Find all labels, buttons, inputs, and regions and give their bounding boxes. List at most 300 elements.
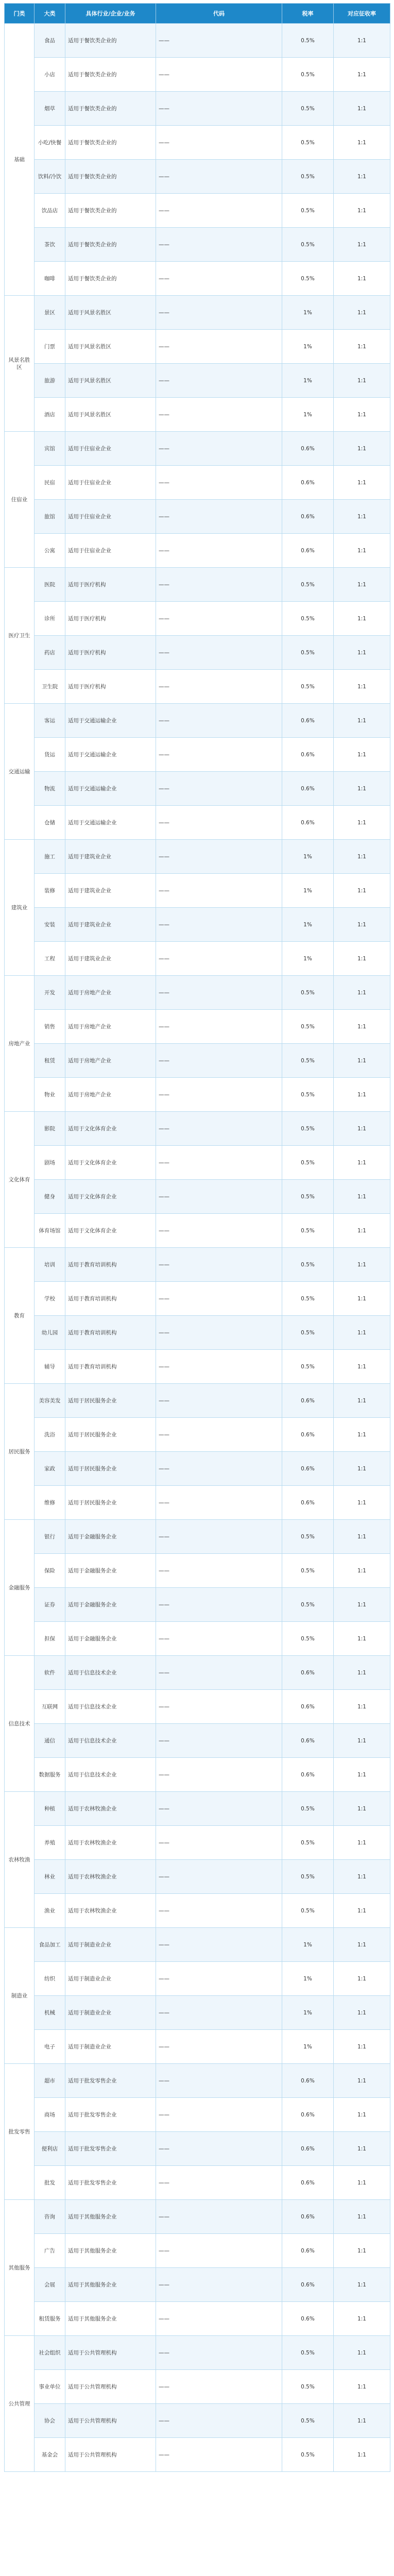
table-row bbox=[5, 908, 390, 942]
code-cell: —— bbox=[156, 2030, 282, 2064]
table-row bbox=[5, 160, 390, 194]
rate-cell: 0.6% bbox=[282, 2166, 334, 2200]
rate-cell: 0.5% bbox=[282, 1010, 334, 1044]
rate-cell: 1% bbox=[282, 296, 334, 330]
description-cell: 适用于居民服务企业 bbox=[65, 1452, 156, 1486]
description-cell: 适用于交通运输企业 bbox=[65, 738, 156, 772]
ratio-cell: 1:1 bbox=[334, 58, 390, 92]
code-cell: —— bbox=[156, 1316, 282, 1350]
table-row bbox=[5, 1078, 390, 1112]
subcategory-cell: 电子 bbox=[35, 2030, 65, 2064]
rate-cell: 0.6% bbox=[282, 1486, 334, 1520]
table-row bbox=[5, 262, 390, 296]
subcategory-cell: 药店 bbox=[35, 636, 65, 670]
subcategory-cell: 互联网 bbox=[35, 1690, 65, 1724]
description-cell: 适用于公共管理机构 bbox=[65, 2404, 156, 2438]
description-cell: 适用于制造业企业 bbox=[65, 2030, 156, 2064]
rate-cell: 0.5% bbox=[282, 636, 334, 670]
code-cell: —— bbox=[156, 976, 282, 1010]
table-row bbox=[5, 2166, 390, 2200]
code-cell: —— bbox=[156, 330, 282, 364]
category-cell: 医疗卫生 bbox=[5, 568, 35, 704]
category-cell: 房地产业 bbox=[5, 976, 35, 1112]
table-row bbox=[5, 1248, 390, 1282]
ratio-cell: 1:1 bbox=[334, 432, 390, 466]
subcategory-cell: 社会组织 bbox=[35, 2336, 65, 2370]
rate-cell: 0.6% bbox=[282, 806, 334, 840]
code-cell: —— bbox=[156, 398, 282, 432]
code-cell: —— bbox=[156, 1724, 282, 1758]
code-cell: —— bbox=[156, 2132, 282, 2166]
ratio-cell: 1:1 bbox=[334, 2030, 390, 2064]
code-cell: —— bbox=[156, 1248, 282, 1282]
rate-cell: 0.5% bbox=[282, 1860, 334, 1894]
description-cell: 适用于信息技术企业 bbox=[65, 1724, 156, 1758]
rate-cell: 0.5% bbox=[282, 262, 334, 296]
table-row bbox=[5, 1792, 390, 1826]
ratio-cell: 1:1 bbox=[334, 2302, 390, 2336]
table-row bbox=[5, 874, 390, 908]
ratio-cell: 1:1 bbox=[334, 1758, 390, 1792]
subcategory-cell: 安装 bbox=[35, 908, 65, 942]
description-cell: 适用于交通运输企业 bbox=[65, 704, 156, 738]
table-row bbox=[5, 1588, 390, 1622]
table-row bbox=[5, 2132, 390, 2166]
rate-cell: 0.5% bbox=[282, 194, 334, 228]
description-cell: 适用于信息技术企业 bbox=[65, 1758, 156, 1792]
ratio-cell: 1:1 bbox=[334, 466, 390, 500]
subcategory-cell: 食品 bbox=[35, 24, 65, 58]
subcategory-cell: 洗浴 bbox=[35, 1418, 65, 1452]
category-cell: 批发零售 bbox=[5, 2064, 35, 2200]
table-row bbox=[5, 1554, 390, 1588]
subcategory-cell: 渔业 bbox=[35, 1894, 65, 1928]
table-row bbox=[5, 1452, 390, 1486]
rate-cell: 0.6% bbox=[282, 2200, 334, 2234]
description-cell: 适用于文化体育企业 bbox=[65, 1112, 156, 1146]
ratio-cell: 1:1 bbox=[334, 1418, 390, 1452]
rate-cell: 0.6% bbox=[282, 2132, 334, 2166]
subcategory-cell: 装修 bbox=[35, 874, 65, 908]
subcategory-cell: 事业单位 bbox=[35, 2370, 65, 2404]
table-row bbox=[5, 2098, 390, 2132]
ratio-cell: 1:1 bbox=[334, 534, 390, 568]
rate-cell: 0.6% bbox=[282, 2268, 334, 2302]
rate-cell: 1% bbox=[282, 874, 334, 908]
header-cell-code: 代码 bbox=[156, 4, 282, 24]
table-row bbox=[5, 194, 390, 228]
rate-cell: 1% bbox=[282, 908, 334, 942]
rate-cell: 0.5% bbox=[282, 160, 334, 194]
ratio-cell: 1:1 bbox=[334, 160, 390, 194]
rate-cell: 0.5% bbox=[282, 126, 334, 160]
code-cell: —— bbox=[156, 1452, 282, 1486]
code-cell: —— bbox=[156, 1180, 282, 1214]
rate-cell: 0.6% bbox=[282, 2302, 334, 2336]
subcategory-cell: 饮料/冷饮 bbox=[35, 160, 65, 194]
category-cell: 公共管理 bbox=[5, 2336, 35, 2472]
subcategory-cell: 体育场馆 bbox=[35, 1214, 65, 1248]
table-row bbox=[5, 364, 390, 398]
rate-cell: 0.6% bbox=[282, 738, 334, 772]
ratio-cell: 1:1 bbox=[334, 1554, 390, 1588]
description-cell: 适用于建筑业企业 bbox=[65, 840, 156, 874]
description-cell: 适用于金融服务企业 bbox=[65, 1520, 156, 1554]
code-cell: —— bbox=[156, 1044, 282, 1078]
rate-cell: 1% bbox=[282, 398, 334, 432]
subcategory-cell: 物业 bbox=[35, 1078, 65, 1112]
ratio-cell: 1:1 bbox=[334, 1384, 390, 1418]
code-cell: —— bbox=[156, 772, 282, 806]
table-row bbox=[5, 1656, 390, 1690]
subcategory-cell: 诊所 bbox=[35, 602, 65, 636]
table-row bbox=[5, 1690, 390, 1724]
code-cell: —— bbox=[156, 228, 282, 262]
subcategory-cell: 施工 bbox=[35, 840, 65, 874]
ratio-cell: 1:1 bbox=[334, 1146, 390, 1180]
category-cell: 住宿业 bbox=[5, 432, 35, 568]
description-cell: 适用于交通运输企业 bbox=[65, 806, 156, 840]
rate-cell: 1% bbox=[282, 1996, 334, 2030]
rate-cell: 0.6% bbox=[282, 1384, 334, 1418]
rate-cell: 0.6% bbox=[282, 466, 334, 500]
subcategory-cell: 纺织 bbox=[35, 1962, 65, 1996]
description-cell: 适用于房地产企业 bbox=[65, 976, 156, 1010]
rate-cell: 0.6% bbox=[282, 2064, 334, 2098]
subcategory-cell: 通信 bbox=[35, 1724, 65, 1758]
description-cell: 适用于教育培训机构 bbox=[65, 1350, 156, 1384]
table-row bbox=[5, 1282, 390, 1316]
subcategory-cell: 影院 bbox=[35, 1112, 65, 1146]
ratio-cell: 1:1 bbox=[334, 126, 390, 160]
code-cell: —— bbox=[156, 1010, 282, 1044]
code-cell: —— bbox=[156, 1214, 282, 1248]
subcategory-cell: 担保 bbox=[35, 1622, 65, 1656]
ratio-cell: 1:1 bbox=[334, 194, 390, 228]
table-row bbox=[5, 92, 390, 126]
table-row bbox=[5, 1826, 390, 1860]
ratio-cell: 1:1 bbox=[334, 1962, 390, 1996]
ratio-cell: 1:1 bbox=[334, 1588, 390, 1622]
table-row bbox=[5, 602, 390, 636]
table-row bbox=[5, 1384, 390, 1418]
ratio-cell: 1:1 bbox=[334, 1792, 390, 1826]
ratio-cell: 1:1 bbox=[334, 2200, 390, 2234]
code-cell: —— bbox=[156, 1622, 282, 1656]
rate-cell: 1% bbox=[282, 1928, 334, 1962]
rate-cell: 0.5% bbox=[282, 568, 334, 602]
subcategory-cell: 银行 bbox=[35, 1520, 65, 1554]
ratio-cell: 1:1 bbox=[334, 1520, 390, 1554]
ratio-cell: 1:1 bbox=[334, 330, 390, 364]
description-cell: 适用于居民服务企业 bbox=[65, 1384, 156, 1418]
table-row bbox=[5, 1146, 390, 1180]
code-cell: —— bbox=[156, 2200, 282, 2234]
rate-cell: 1% bbox=[282, 364, 334, 398]
table-row bbox=[5, 1520, 390, 1554]
rate-cell: 0.5% bbox=[282, 228, 334, 262]
table-row bbox=[5, 738, 390, 772]
code-cell: —— bbox=[156, 1962, 282, 1996]
ratio-cell: 1:1 bbox=[334, 1010, 390, 1044]
ratio-cell: 1:1 bbox=[334, 1112, 390, 1146]
rate-cell: 1% bbox=[282, 2030, 334, 2064]
ratio-cell: 1:1 bbox=[334, 262, 390, 296]
description-cell: 适用于其他服务企业 bbox=[65, 2200, 156, 2234]
category-cell: 教育 bbox=[5, 1248, 35, 1384]
ratio-cell: 1:1 bbox=[334, 1214, 390, 1248]
ratio-cell: 1:1 bbox=[334, 2404, 390, 2438]
subcategory-cell: 茶饮 bbox=[35, 228, 65, 262]
ratio-cell: 1:1 bbox=[334, 908, 390, 942]
subcategory-cell: 美容美发 bbox=[35, 1384, 65, 1418]
code-cell: —— bbox=[156, 840, 282, 874]
ratio-cell: 1:1 bbox=[334, 1078, 390, 1112]
rate-cell: 0.5% bbox=[282, 2370, 334, 2404]
description-cell: 适用于餐饮类企业的 bbox=[65, 262, 156, 296]
description-cell: 适用于房地产企业 bbox=[65, 1044, 156, 1078]
ratio-cell: 1:1 bbox=[334, 500, 390, 534]
ratio-cell: 1:1 bbox=[334, 840, 390, 874]
description-cell: 适用于医疗机构 bbox=[65, 670, 156, 704]
code-cell: —— bbox=[156, 160, 282, 194]
table-row bbox=[5, 534, 390, 568]
subcategory-cell: 医院 bbox=[35, 568, 65, 602]
description-cell: 适用于批发零售企业 bbox=[65, 2132, 156, 2166]
rate-cell: 0.5% bbox=[282, 1112, 334, 1146]
subcategory-cell: 小店 bbox=[35, 58, 65, 92]
rate-cell: 0.5% bbox=[282, 1826, 334, 1860]
description-cell: 适用于信息技术企业 bbox=[65, 1656, 156, 1690]
rate-cell: 0.5% bbox=[282, 1520, 334, 1554]
subcategory-cell: 景区 bbox=[35, 296, 65, 330]
description-cell: 适用于交通运输企业 bbox=[65, 772, 156, 806]
ratio-cell: 1:1 bbox=[334, 1248, 390, 1282]
description-cell: 适用于教育培训机构 bbox=[65, 1248, 156, 1282]
ratio-cell: 1:1 bbox=[334, 2336, 390, 2370]
description-cell: 适用于餐饮类企业的 bbox=[65, 228, 156, 262]
ratio-cell: 1:1 bbox=[334, 772, 390, 806]
table-row bbox=[5, 500, 390, 534]
table-row bbox=[5, 976, 390, 1010]
table-row bbox=[5, 1418, 390, 1452]
subcategory-cell: 饮品店 bbox=[35, 194, 65, 228]
category-cell: 其他服务 bbox=[5, 2200, 35, 2336]
rate-cell: 0.5% bbox=[282, 2336, 334, 2370]
subcategory-cell: 宾馆 bbox=[35, 432, 65, 466]
rate-cell: 0.5% bbox=[282, 976, 334, 1010]
table-row bbox=[5, 1928, 390, 1962]
description-cell: 适用于餐饮类企业的 bbox=[65, 194, 156, 228]
table-row bbox=[5, 2030, 390, 2064]
subcategory-cell: 保险 bbox=[35, 1554, 65, 1588]
subcategory-cell: 工程 bbox=[35, 942, 65, 976]
ratio-cell: 1:1 bbox=[334, 2268, 390, 2302]
table-row bbox=[5, 1010, 390, 1044]
subcategory-cell: 会展 bbox=[35, 2268, 65, 2302]
ratio-cell: 1:1 bbox=[334, 568, 390, 602]
table-row bbox=[5, 58, 390, 92]
header-cell-subcategory: 大类 bbox=[35, 4, 65, 24]
rate-cell: 0.6% bbox=[282, 772, 334, 806]
rate-cell: 0.5% bbox=[282, 1622, 334, 1656]
subcategory-cell: 机械 bbox=[35, 1996, 65, 2030]
description-cell: 适用于农林牧渔企业 bbox=[65, 1826, 156, 1860]
ratio-cell: 1:1 bbox=[334, 976, 390, 1010]
subcategory-cell: 销售 bbox=[35, 1010, 65, 1044]
table-row bbox=[5, 636, 390, 670]
header-cell-category: 门类 bbox=[5, 4, 35, 24]
table-row bbox=[5, 1350, 390, 1384]
description-cell: 适用于金融服务企业 bbox=[65, 1588, 156, 1622]
ratio-cell: 1:1 bbox=[334, 1996, 390, 2030]
subcategory-cell: 广告 bbox=[35, 2234, 65, 2268]
table-row bbox=[5, 1860, 390, 1894]
code-cell: —— bbox=[156, 1112, 282, 1146]
description-cell: 适用于文化体育企业 bbox=[65, 1146, 156, 1180]
ratio-cell: 1:1 bbox=[334, 1690, 390, 1724]
ratio-cell: 1:1 bbox=[334, 2064, 390, 2098]
rate-cell: 0.5% bbox=[282, 602, 334, 636]
subcategory-cell: 家政 bbox=[35, 1452, 65, 1486]
ratio-cell: 1:1 bbox=[334, 2098, 390, 2132]
table-row bbox=[5, 296, 390, 330]
ratio-cell: 1:1 bbox=[334, 602, 390, 636]
table-row bbox=[5, 1214, 390, 1248]
ratio-cell: 1:1 bbox=[334, 2166, 390, 2200]
subcategory-cell: 食品加工 bbox=[35, 1928, 65, 1962]
description-cell: 适用于文化体育企业 bbox=[65, 1180, 156, 1214]
table-row bbox=[5, 772, 390, 806]
description-cell: 适用于医疗机构 bbox=[65, 602, 156, 636]
table-row bbox=[5, 228, 390, 262]
code-cell: —— bbox=[156, 806, 282, 840]
subcategory-cell: 小吃/快餐 bbox=[35, 126, 65, 160]
description-cell: 适用于其他服务企业 bbox=[65, 2234, 156, 2268]
description-cell: 适用于农林牧渔企业 bbox=[65, 1894, 156, 1928]
code-cell: —— bbox=[156, 2302, 282, 2336]
table-row bbox=[5, 568, 390, 602]
code-cell: —— bbox=[156, 1996, 282, 2030]
table-row bbox=[5, 2404, 390, 2438]
rate-cell: 0.6% bbox=[282, 2234, 334, 2268]
ratio-cell: 1:1 bbox=[334, 670, 390, 704]
description-cell: 适用于餐饮类企业的 bbox=[65, 126, 156, 160]
code-cell: —— bbox=[156, 1758, 282, 1792]
code-cell: —— bbox=[156, 262, 282, 296]
code-cell: —— bbox=[156, 2268, 282, 2302]
description-cell: 适用于建筑业企业 bbox=[65, 908, 156, 942]
description-cell: 适用于批发零售企业 bbox=[65, 2166, 156, 2200]
ratio-cell: 1:1 bbox=[334, 2234, 390, 2268]
subcategory-cell: 辅导 bbox=[35, 1350, 65, 1384]
rate-cell: 0.5% bbox=[282, 1180, 334, 1214]
table-row bbox=[5, 432, 390, 466]
code-cell: —— bbox=[156, 704, 282, 738]
description-cell: 适用于制造业企业 bbox=[65, 1962, 156, 1996]
code-cell: —— bbox=[156, 636, 282, 670]
rate-cell: 0.5% bbox=[282, 1894, 334, 1928]
description-cell: 适用于批发零售企业 bbox=[65, 2064, 156, 2098]
rate-cell: 0.5% bbox=[282, 58, 334, 92]
subcategory-cell: 基金会 bbox=[35, 2438, 65, 2472]
code-cell: —— bbox=[156, 466, 282, 500]
code-cell: —— bbox=[156, 1146, 282, 1180]
subcategory-cell: 烟草 bbox=[35, 92, 65, 126]
code-cell: —— bbox=[156, 2064, 282, 2098]
table-row bbox=[5, 1316, 390, 1350]
category-cell: 交通运输 bbox=[5, 704, 35, 840]
rate-cell: 0.5% bbox=[282, 1248, 334, 1282]
rate-cell: 0.5% bbox=[282, 1282, 334, 1316]
code-cell: —— bbox=[156, 296, 282, 330]
table-row bbox=[5, 2336, 390, 2370]
description-cell: 适用于餐饮类企业的 bbox=[65, 24, 156, 58]
description-cell: 适用于餐饮类企业的 bbox=[65, 92, 156, 126]
subcategory-cell: 物流 bbox=[35, 772, 65, 806]
rate-cell: 0.5% bbox=[282, 2438, 334, 2472]
ratio-cell: 1:1 bbox=[334, 398, 390, 432]
code-cell: —— bbox=[156, 534, 282, 568]
rate-cell: 1% bbox=[282, 840, 334, 874]
ratio-cell: 1:1 bbox=[334, 24, 390, 58]
code-cell: —— bbox=[156, 1928, 282, 1962]
description-cell: 适用于医疗机构 bbox=[65, 568, 156, 602]
category-cell: 基础 bbox=[5, 24, 35, 296]
ratio-cell: 1:1 bbox=[334, 1350, 390, 1384]
code-cell: —— bbox=[156, 1792, 282, 1826]
description-cell: 适用于风景名胜区 bbox=[65, 364, 156, 398]
rate-cell: 0.5% bbox=[282, 1146, 334, 1180]
description-cell: 适用于教育培训机构 bbox=[65, 1282, 156, 1316]
table-row bbox=[5, 2200, 390, 2234]
code-cell: —— bbox=[156, 1486, 282, 1520]
subcategory-cell: 健身 bbox=[35, 1180, 65, 1214]
description-cell: 适用于制造业企业 bbox=[65, 1928, 156, 1962]
rate-cell: 0.5% bbox=[282, 1214, 334, 1248]
subcategory-cell: 公寓 bbox=[35, 534, 65, 568]
ratio-cell: 1:1 bbox=[334, 1656, 390, 1690]
description-cell: 适用于农林牧渔企业 bbox=[65, 1860, 156, 1894]
code-cell: —— bbox=[156, 126, 282, 160]
table-row bbox=[5, 942, 390, 976]
subcategory-cell: 客运 bbox=[35, 704, 65, 738]
subcategory-cell: 林业 bbox=[35, 1860, 65, 1894]
rate-cell: 0.6% bbox=[282, 704, 334, 738]
table-row bbox=[5, 670, 390, 704]
code-cell: —— bbox=[156, 1894, 282, 1928]
ratio-cell: 1:1 bbox=[334, 228, 390, 262]
description-cell: 适用于其他服务企业 bbox=[65, 2302, 156, 2336]
code-cell: —— bbox=[156, 2370, 282, 2404]
description-cell: 适用于住宿业企业 bbox=[65, 466, 156, 500]
table-row bbox=[5, 2064, 390, 2098]
table-row bbox=[5, 840, 390, 874]
subcategory-cell: 商场 bbox=[35, 2098, 65, 2132]
rate-cell: 0.5% bbox=[282, 1044, 334, 1078]
code-cell: —— bbox=[156, 1520, 282, 1554]
rate-cell: 0.5% bbox=[282, 1078, 334, 1112]
code-cell: —— bbox=[156, 432, 282, 466]
table-row bbox=[5, 1486, 390, 1520]
table-row bbox=[5, 2268, 390, 2302]
ratio-cell: 1:1 bbox=[334, 1452, 390, 1486]
ratio-cell: 1:1 bbox=[334, 1282, 390, 1316]
rate-cell: 0.6% bbox=[282, 1758, 334, 1792]
subcategory-cell: 咨询 bbox=[35, 2200, 65, 2234]
code-cell: —— bbox=[156, 1078, 282, 1112]
category-cell: 风景名胜区 bbox=[5, 296, 35, 432]
